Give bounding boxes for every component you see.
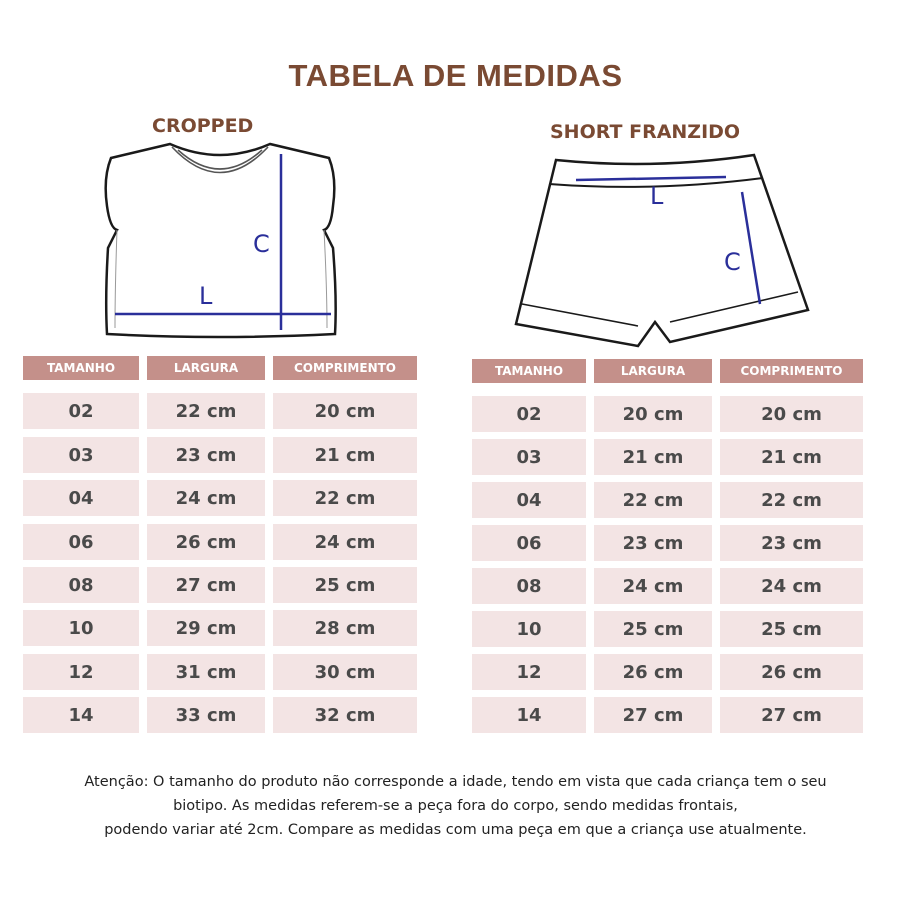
cropped-cell-size: 02 (23, 393, 139, 429)
short-cell-length: 22 cm (720, 482, 863, 518)
short-cell-size: 02 (472, 396, 586, 432)
short-cell-length: 24 cm (720, 568, 863, 604)
short-cell-length: 26 cm (720, 654, 863, 690)
short-cell-size: 14 (472, 697, 586, 733)
short-cell-width: 22 cm (594, 482, 712, 518)
cropped-cell-width: 23 cm (147, 437, 265, 473)
short-cell-size: 08 (472, 568, 586, 604)
cropped-label-c: C (253, 230, 270, 258)
short-header-tamanho: TAMANHO (472, 359, 586, 383)
short-cell-width: 21 cm (594, 439, 712, 475)
cropped-header-tamanho: TAMANHO (23, 356, 139, 380)
short-label-c: C (724, 248, 741, 276)
short-label-l: L (650, 182, 664, 210)
short-cell-size: 03 (472, 439, 586, 475)
cropped-header-largura: LARGURA (147, 356, 265, 380)
short-cell-length: 21 cm (720, 439, 863, 475)
cropped-cell-length: 21 cm (273, 437, 417, 473)
cropped-cell-size: 14 (23, 697, 139, 733)
page-title: TABELA DE MEDIDAS (288, 58, 623, 93)
cropped-cell-size: 03 (23, 437, 139, 473)
short-cell-width: 24 cm (594, 568, 712, 604)
cropped-cell-width: 27 cm (147, 567, 265, 603)
cropped-cell-size: 04 (23, 480, 139, 516)
cropped-cell-width: 33 cm (147, 697, 265, 733)
cropped-header-comprimento: COMPRIMENTO (273, 356, 417, 380)
cropped-cell-length: 24 cm (273, 524, 417, 560)
cropped-cell-length: 25 cm (273, 567, 417, 603)
cropped-cell-length: 20 cm (273, 393, 417, 429)
short-cell-size: 06 (472, 525, 586, 561)
disclaimer-line-3: podendo variar até 2cm. Compare as medidas com uma peça em que a criança use atualmente. (104, 822, 807, 838)
cropped-cell-width: 22 cm (147, 393, 265, 429)
cropped-cell-length: 28 cm (273, 610, 417, 646)
cropped-title: CROPPED (152, 115, 254, 137)
short-header-comprimento: COMPRIMENTO (720, 359, 863, 383)
short-cell-width: 27 cm (594, 697, 712, 733)
cropped-cell-size: 08 (23, 567, 139, 603)
short-cell-length: 23 cm (720, 525, 863, 561)
short-header-largura: LARGURA (594, 359, 712, 383)
cropped-cell-width: 26 cm (147, 524, 265, 560)
short-cell-length: 20 cm (720, 396, 863, 432)
short-cell-width: 20 cm (594, 396, 712, 432)
cropped-cell-width: 29 cm (147, 610, 265, 646)
cropped-cell-width: 24 cm (147, 480, 265, 516)
cropped-cell-length: 32 cm (273, 697, 417, 733)
short-title: SHORT FRANZIDO (550, 121, 741, 143)
short-cell-width: 23 cm (594, 525, 712, 561)
cropped-cell-width: 31 cm (147, 654, 265, 690)
disclaimer-line-2: biotipo. As medidas referem-se a peça fora do corpo, sendo medidas frontais, (173, 798, 738, 814)
short-cell-width: 26 cm (594, 654, 712, 690)
disclaimer-line-1: Atenção: O tamanho do produto não corresponde a idade, tendo em vista que cada criança tem o seu (84, 774, 827, 790)
cropped-cell-length: 30 cm (273, 654, 417, 690)
short-cell-width: 25 cm (594, 611, 712, 647)
cropped-shirt-illustration (95, 138, 345, 343)
disclaimer-note (0, 770, 911, 842)
short-cell-size: 12 (472, 654, 586, 690)
short-cell-length: 27 cm (720, 697, 863, 733)
short-cell-size: 04 (472, 482, 586, 518)
cropped-cell-size: 06 (23, 524, 139, 560)
cropped-cell-size: 12 (23, 654, 139, 690)
short-illustration (510, 150, 810, 350)
short-cell-length: 25 cm (720, 611, 863, 647)
short-cell-size: 10 (472, 611, 586, 647)
cropped-cell-size: 10 (23, 610, 139, 646)
cropped-label-l: L (199, 282, 213, 310)
cropped-cell-length: 22 cm (273, 480, 417, 516)
